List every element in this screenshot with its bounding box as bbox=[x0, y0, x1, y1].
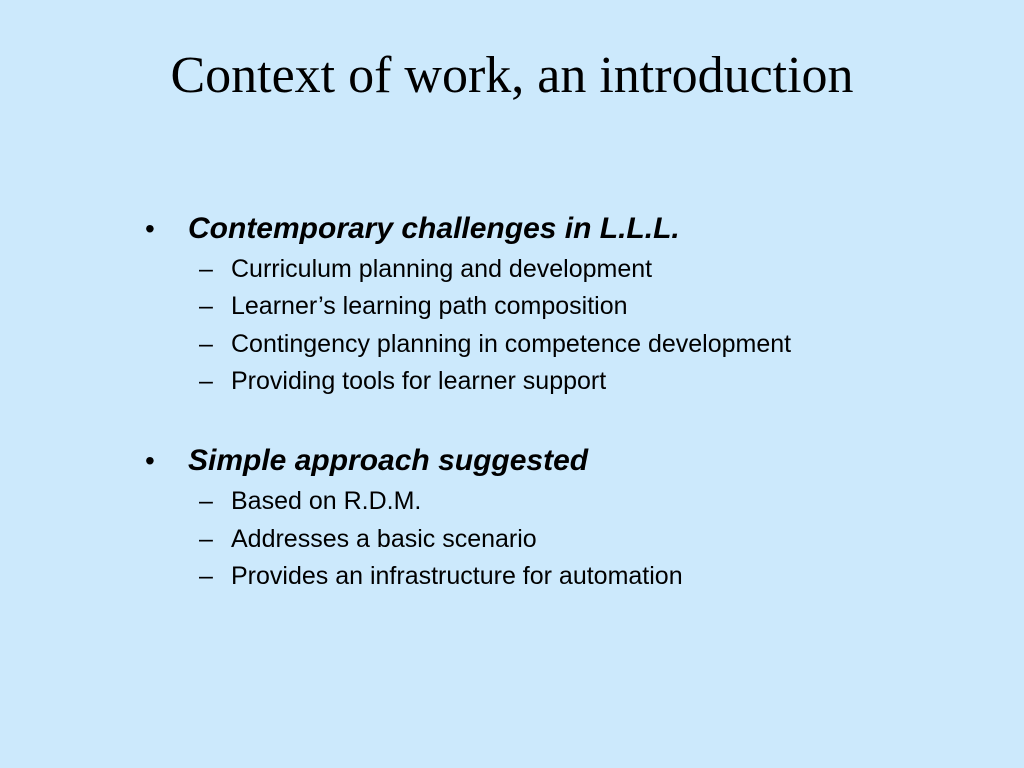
sub-marker: – bbox=[199, 487, 213, 515]
sub-item-text: Based on R.D.M. bbox=[231, 487, 422, 515]
slide-title: Context of work, an introduction bbox=[170, 47, 854, 104]
sub-item-text: Learner’s learning path composition bbox=[231, 292, 628, 320]
sub-item-text: Curriculum planning and development bbox=[231, 255, 653, 283]
sub-item-text: Addresses a basic scenario bbox=[231, 525, 537, 553]
sub-item-text: Contingency planning in competence development bbox=[231, 330, 792, 358]
sub-marker: – bbox=[199, 330, 213, 358]
bullet-heading: Contemporary challenges in L.L.L. bbox=[188, 212, 680, 245]
sub-item-text: Providing tools for learner support bbox=[231, 367, 607, 395]
sub-marker: – bbox=[199, 255, 213, 283]
sub-marker: – bbox=[199, 562, 213, 590]
bullet-marker: • bbox=[145, 213, 155, 244]
sub-marker: – bbox=[199, 367, 213, 395]
sub-item-text: Provides an infrastructure for automation bbox=[231, 562, 683, 590]
sub-marker: – bbox=[199, 292, 213, 320]
bullet-marker: • bbox=[145, 445, 155, 476]
bullet-heading: Simple approach suggested bbox=[188, 444, 589, 477]
sub-marker: – bbox=[199, 525, 213, 553]
